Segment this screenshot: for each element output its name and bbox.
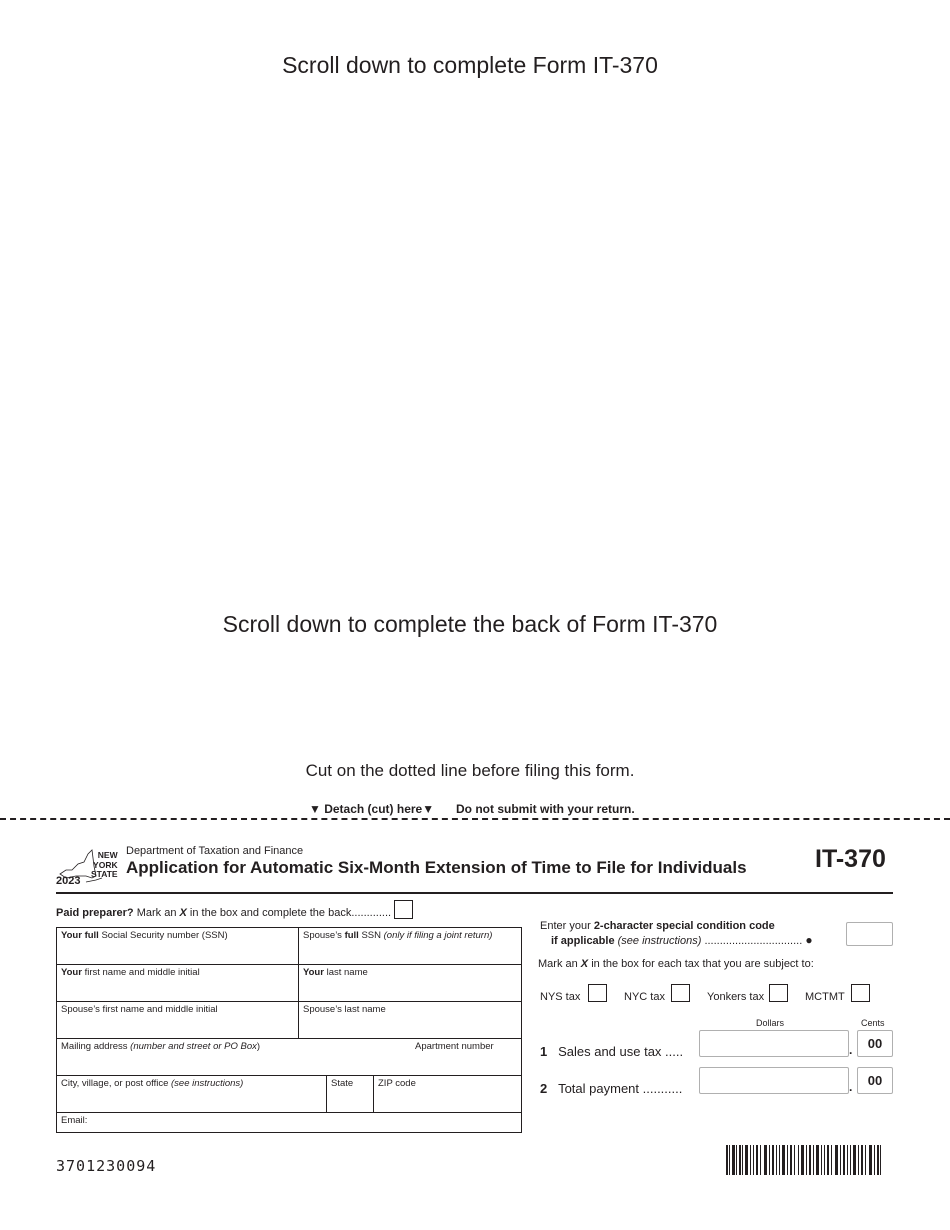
tax-instruction: Mark an X in the box for each tax that you are subject to: — [538, 958, 814, 970]
special-condition-label: Enter your 2-character special condition code if applicable (see instructions) ................................ ● — [540, 920, 813, 947]
last-name-field[interactable]: Your last name — [298, 964, 522, 1002]
special-condition-code-input[interactable] — [846, 922, 893, 946]
nyc-tax-label: NYC tax — [624, 991, 665, 1003]
cents-header: Cents — [861, 1018, 885, 1028]
yonkers-tax-checkbox[interactable] — [769, 984, 788, 1002]
top-scroll-notice: Scroll down to complete Form IT-370 — [282, 52, 658, 78]
do-not-submit-note: Do not submit with your return. — [456, 802, 635, 816]
mctmt-label: MCTMT — [805, 991, 845, 1003]
apartment-number-label: Apartment number — [415, 1041, 494, 1052]
department-name: Department of Taxation and Finance — [126, 845, 304, 857]
line-1-label: 1 Sales and use tax ..... — [540, 1044, 684, 1059]
form-title: Application for Automatic Six-Month Extension of Time to File for Individuals — [126, 858, 747, 877]
spouse-first-name-field[interactable]: Spouse’s first name and middle initial — [56, 1001, 299, 1039]
zip-code-field[interactable]: ZIP code — [373, 1075, 522, 1113]
paid-preparer-label: Paid preparer? Mark an X in the box and complete the back............. — [56, 907, 392, 919]
form-number: IT-370 — [815, 845, 886, 873]
dollars-header: Dollars — [756, 1018, 785, 1028]
barcode-icon — [726, 1145, 881, 1175]
bullet-icon: ● — [805, 933, 813, 947]
scan-code-number: 3701230094 — [56, 1157, 157, 1175]
your-ssn-field[interactable]: Your full Social Security number (SSN) — [56, 927, 299, 965]
city-field[interactable]: City, village, or post office (see instructions) — [56, 1075, 327, 1113]
logo-line-york: YORK — [93, 859, 118, 870]
first-name-field[interactable]: Your first name and middle initial — [56, 964, 299, 1002]
paid-preparer-checkbox[interactable] — [394, 900, 413, 919]
total-payment-dollars-input[interactable] — [699, 1067, 849, 1094]
form-year: 2023 — [56, 875, 81, 887]
back-scroll-notice: Scroll down to complete the back of Form IT-370 — [222, 611, 718, 637]
state-field[interactable]: State — [326, 1075, 374, 1113]
line-1-decimal: . — [849, 1043, 853, 1057]
nys-tax-label: NYS tax — [540, 991, 581, 1003]
nys-tax-checkbox[interactable] — [588, 984, 607, 1002]
spouse-last-name-field[interactable]: Spouse’s last name — [298, 1001, 522, 1039]
mctmt-checkbox[interactable] — [851, 984, 870, 1002]
mailing-address-field[interactable]: Mailing address (number and street or PO Box) Apartment number — [56, 1038, 522, 1076]
logo-line-state: STATE — [91, 869, 118, 879]
barcode — [726, 1145, 881, 1175]
detach-instruction: ▼ Detach (cut) here▼ — [309, 802, 435, 816]
spouse-ssn-field[interactable]: Spouse’s full SSN (only if filing a joint return) — [298, 927, 522, 965]
yonkers-tax-label: Yonkers tax — [707, 991, 765, 1003]
line-2-decimal: . — [849, 1080, 853, 1094]
cut-notice: Cut on the dotted line before filing this form. — [305, 761, 635, 780]
cut-line — [0, 818, 950, 820]
email-field[interactable]: Email: — [56, 1112, 522, 1133]
logo-line-new: NEW — [97, 850, 118, 860]
identity-grid — [56, 927, 522, 1133]
nyc-tax-checkbox[interactable] — [671, 984, 690, 1002]
total-payment-cents: 00 — [857, 1067, 893, 1094]
sales-use-tax-dollars-input[interactable] — [699, 1030, 849, 1057]
sales-use-tax-cents: 00 — [857, 1030, 893, 1057]
header-rule — [56, 892, 893, 894]
line-2-label: 2 Total payment ........... — [540, 1081, 683, 1096]
